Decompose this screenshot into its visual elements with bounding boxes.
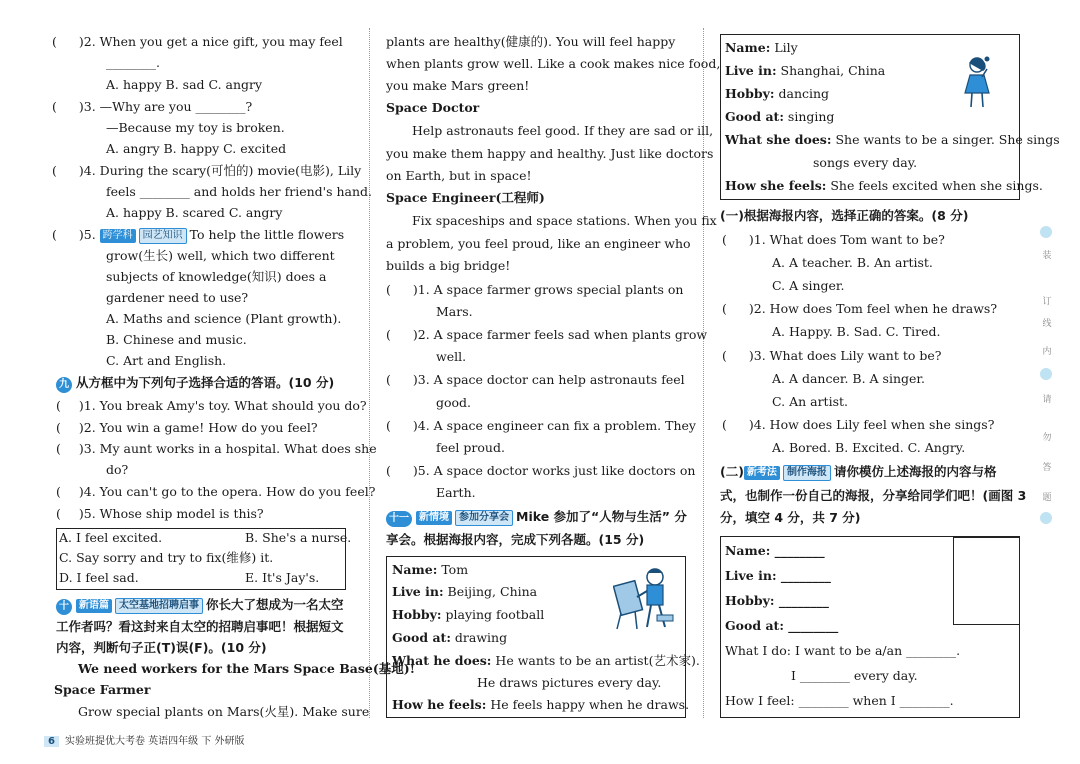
list-item: ( )3. My aunt works in a hospital. What does she [56, 441, 377, 456]
mc-options: A. A dancer. B. A singer. [772, 371, 925, 386]
blank-field[interactable]: Live in: ________ [725, 568, 831, 583]
answer-box [56, 528, 352, 590]
section-number: 九 [56, 377, 72, 393]
page-number: 6 [44, 736, 59, 747]
mc-question: ( )3. What does Lily want to be? [722, 348, 942, 363]
option: C. Art and English. [106, 353, 227, 368]
mc-question: ( )1. What does Tom want to be? [722, 232, 945, 247]
part-heading: (一)根据海报内容，选择正确的答案。(8 分) [720, 208, 969, 223]
question-cont: gardener need to use? [106, 290, 249, 305]
column-middle [378, 0, 721, 740]
poster-field: Name: Lily [725, 40, 798, 55]
blank-field[interactable]: Hobby: ________ [725, 593, 829, 608]
tag-sharing: 参加分享会 [455, 510, 513, 526]
passage-subheading: Space Engineer(工程师) [386, 190, 545, 205]
tf-question: ( )5. A space doctor works just like doctors on [386, 463, 696, 478]
tf-question-cont: good. [436, 395, 472, 410]
poster-blank [720, 536, 1020, 718]
option: A. Maths and science (Plant growth). [106, 311, 342, 326]
section-number: 十 [56, 599, 72, 615]
binding-char: 答 [1042, 463, 1052, 473]
passage-text: when plants grow well. Like a cook makes nice food, [386, 56, 721, 71]
poster-field: Name: Tom [392, 562, 469, 577]
binding-char: 勿 [1042, 433, 1052, 443]
tf-question-cont: Earth. [436, 485, 476, 500]
blank-field[interactable]: What I do: I want to be a/an ________. [725, 643, 961, 658]
mc-options: A. Happy. B. Sad. C. Tired. [772, 324, 941, 339]
list-item: ( )1. You break Amy's toy. What should you do? [56, 398, 367, 413]
girl-singing-icon [957, 55, 997, 111]
tag-interdisciplinary: 跨学科 [100, 229, 136, 243]
binding-char: 线 [1042, 319, 1052, 329]
question: ( )2. When you get a nice gift, you may feel [52, 34, 343, 49]
question-cont: feels ________ and holds her friend's hand. [106, 184, 373, 199]
tf-question-cont: Mars. [436, 304, 473, 319]
question-cont: grow(生长) well, which two different [106, 248, 335, 263]
binding-hole-icon [1040, 226, 1052, 238]
tag-new-scenario: 新情境 [416, 511, 452, 525]
tag-gardening: 园艺知识 [139, 228, 187, 244]
list-item: ( )5. Whose ship model is this? [56, 506, 264, 521]
mc-question: ( )2. How does Tom feel when he draws? [722, 301, 998, 316]
column-right [714, 0, 1060, 740]
blank-field[interactable]: Good at: ________ [725, 618, 839, 633]
list-item: ( )4. You can't go to the opera. How do you feel? [56, 484, 376, 499]
column-divider [369, 28, 370, 718]
answer-option: A. I feel excited. [59, 530, 163, 545]
question-cont: ________. [106, 55, 160, 70]
tag-new-text: 新语篇 [76, 599, 112, 613]
binding-hole-icon [1040, 512, 1052, 524]
poster-tom [386, 556, 700, 718]
passage-text: a problem, you feel proud, like an engineer who [386, 236, 691, 251]
option: B. Chinese and music. [106, 332, 247, 347]
mc-question: ( )4. How does Lily feel when she sings? [722, 417, 995, 432]
section-instruction: 享会。根据海报内容，完成下列各题。(15 分) [386, 532, 645, 547]
page-footer [44, 732, 245, 747]
passage-text: Grow special plants on Mars(火星). Make sure [78, 704, 370, 719]
mc-options: C. A singer. [772, 278, 845, 293]
part-heading: (二) 新考法 制作海报 请你模仿上述海报的内容与格 [720, 464, 997, 479]
question: ( )4. During the scary(可怕的) movie(电影), Lily [52, 163, 362, 178]
blank-field[interactable]: Name: ________ [725, 543, 825, 558]
drawing-area[interactable] [953, 537, 1020, 625]
part-instruction: 式，也制作一份自己的海报，分享给同学们吧！(画图 3 [720, 488, 1027, 503]
tf-question: ( )1. A space farmer grows special plants on [386, 282, 684, 297]
binding-char: 请 [1042, 395, 1052, 405]
part-instruction: 分，填空 4 分，共 7 分) [720, 510, 861, 525]
poster-field: Hobby: dancing [725, 86, 830, 101]
tf-question: ( )2. A space farmer feels sad when plants grow [386, 327, 708, 342]
section-heading: 九 从方框中为下列句子选择合适的答语。(10 分) [56, 375, 334, 393]
mc-options: C. An artist. [772, 394, 848, 409]
options: A. angry B. happy C. excited [106, 141, 287, 156]
options: A. happy B. scared C. angry [106, 205, 283, 220]
tf-question-cont: well. [436, 349, 467, 364]
passage-heading: We need workers for the Mars Space Base(基地)! [78, 661, 416, 676]
list-item: ( )2. You win a game! How do you feel? [56, 420, 318, 435]
passage-text: you make Mars green! [386, 78, 530, 93]
poster-field: What she does: She wants to be a singer. She sings [725, 132, 1060, 147]
section-heading: 十 新语篇 太空基地招聘启事 你长大了想成为一名太空 [56, 597, 344, 615]
book-title: 实验班提优大考卷 英语四年级 下 外研版 [64, 736, 245, 747]
answer-option: E. It's Jay's. [245, 570, 320, 585]
section-number: 十一 [386, 511, 412, 527]
blank-field[interactable]: How I feel: ________ when I ________. [725, 693, 954, 708]
mc-options: A. A teacher. B. An artist. [772, 255, 933, 270]
section-instruction: 内容，判断句子正(T)误(F)。(10 分) [56, 640, 267, 655]
tag-new-method: 新考法 [744, 466, 780, 480]
poster-field: What he does: He wants to be an artist(艺术家). [392, 653, 700, 668]
binding-char: 订 [1042, 297, 1052, 307]
list-item-cont: do? [106, 462, 129, 477]
poster-field-cont: songs every day. [813, 155, 918, 170]
passage-text: on Earth, but in space! [386, 168, 532, 183]
poster-field: Hobby: playing football [392, 607, 545, 622]
passage-text: Fix spaceships and space stations. When you fix [412, 213, 717, 228]
poster-field: Live in: Shanghai, China [725, 63, 886, 78]
passage-text: you make them happy and healthy. Just like doctors [386, 146, 714, 161]
passage-text: plants are healthy(健康的). You will feel happy [386, 34, 676, 49]
poster-field: Good at: drawing [392, 630, 508, 645]
poster-lily [720, 34, 1060, 200]
blank-field[interactable]: I ________ every day. [791, 668, 918, 683]
question-cont: —Because my toy is broken. [106, 120, 285, 135]
binding-char: 装 [1042, 251, 1052, 261]
section-instruction: 工作者吗？看这封来自太空的招聘启事吧！根据短文 [56, 619, 344, 634]
answer-option: D. I feel sad. [59, 570, 139, 585]
question-cont: subjects of knowledge(知识) does a [106, 269, 327, 284]
binding-hole-icon [1040, 368, 1052, 380]
tf-question: ( )3. A space doctor can help astronauts feel [386, 372, 685, 387]
answer-option: C. Say sorry and try to fix(维修) it. [59, 550, 274, 565]
question: ( )5. 跨学科 园艺知识 To help the little flowers [52, 227, 345, 242]
answer-option: B. She's a nurse. [245, 530, 352, 545]
tag-space-base: 太空基地招聘启事 [115, 598, 203, 614]
passage-subheading: Space Farmer [54, 682, 151, 697]
poster-field: Live in: Beijing, China [392, 584, 538, 599]
passage-subheading: Space Doctor [386, 100, 480, 115]
poster-field: Good at: singing [725, 109, 835, 124]
poster-field-cont: He draws pictures every day. [477, 675, 662, 690]
poster-field: How he feels: He feels happy when he draws. [392, 697, 690, 712]
poster-field: How she feels: She feels excited when she sings. [725, 178, 1043, 193]
binding-char: 内 [1042, 347, 1052, 357]
mc-options: A. Bored. B. Excited. C. Angry. [772, 440, 966, 455]
tf-question: ( )4. A space engineer can fix a problem. They [386, 418, 696, 433]
boy-drawing-icon [613, 563, 677, 633]
tf-question-cont: feel proud. [436, 440, 505, 455]
question: ( )3. —Why are you ________? [52, 99, 253, 114]
passage-text: builds a big bridge! [386, 258, 511, 273]
tag-make-poster: 制作海报 [783, 465, 831, 481]
options: A. happy B. sad C. angry [106, 77, 263, 92]
section-heading: 十一 新情境 参加分享会 Mike 参加了“人物与生活” 分 [386, 509, 687, 527]
binding-char: 题 [1042, 493, 1052, 503]
passage-text: Help astronauts feel good. If they are sad or ill, [412, 123, 714, 138]
